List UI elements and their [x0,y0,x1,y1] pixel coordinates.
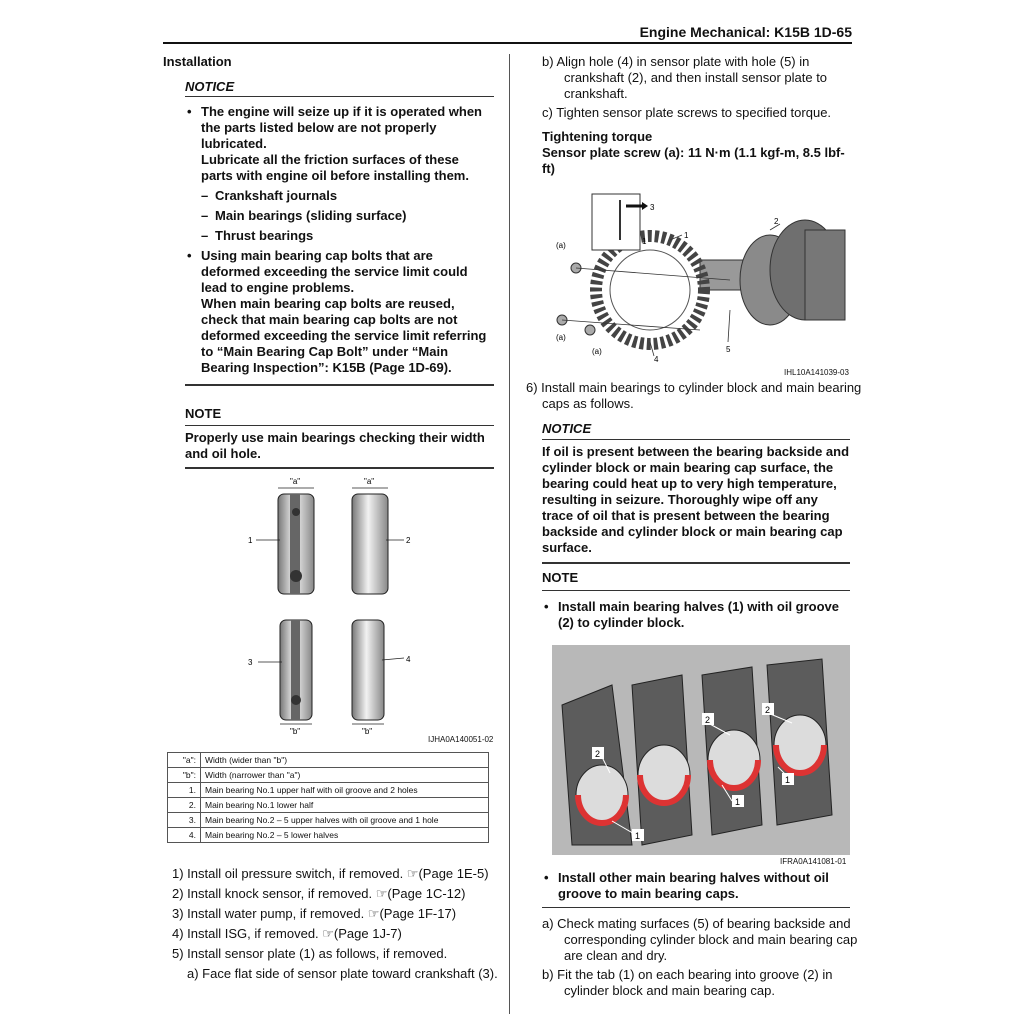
label-4: 4 [406,655,411,664]
bearing-1-drawing [278,494,314,594]
fig2-label-2: 2 [774,217,779,226]
label-b-1: "b" [290,727,301,736]
notice-dash-item: – Crankshaft journals [185,188,494,204]
legend-table [167,752,489,843]
header-rule [163,42,852,44]
legend-key: "b": [168,768,201,783]
note-bullet: • Install main bearing halves (1) with oil groove (2) to cylinder block. [542,599,850,631]
fig2-caption: IHL10A141039-03 [784,368,849,377]
bearing-2-drawing [352,494,388,594]
legend-row [168,783,489,798]
left-column [163,54,495,70]
step-item: 4) Install ISG, if removed. ☞(Page 1J-7) [172,926,402,941]
note-label: NOTE [185,406,222,421]
bearing-4-drawing [352,620,384,720]
substep-fit-tab: b) Fit the tab (1) on each bearing into groove (2) in cylinder block and main bearing cap. [542,967,833,998]
fig3-label-1: 1 [785,775,791,785]
label-1: 1 [248,536,253,545]
fig3-label-1: 1 [635,831,641,841]
section-title: Installation [163,54,232,69]
fig3-label-2: 2 [765,705,771,715]
notice-rule-bottom [542,562,850,564]
sensor-detail-inset [592,194,648,250]
substep-a: a) Face flat side of sensor plate toward crankshaft (3). [187,966,498,981]
fig3-label-1: 1 [735,797,741,807]
legend-key: 3. [168,813,201,828]
fig2-label-a-1: (a) [556,241,566,250]
column-divider [509,54,510,1014]
torque-title: Tightening torque [542,129,653,144]
notice-bullet2b-text: When main bearing cap bolts are reused, check that main bearing cap bolts are not deformed exceeding the service limit referring to “Main Bearing Cap Bolt” under “Main Bearing Inspection”: K15B (Page 1D-69). [201,296,487,375]
substep-b: b) Align hole (4) in sensor plate with hole (5) in crankshaft (2), and then install sensor plate to crankshaft. [542,54,828,101]
crankshaft-drawing [700,220,845,325]
legend-text: Main bearing No.1 lower half [201,798,489,813]
notice-text: If oil is present between the bearing backside and cylinder block or main bearing cap surface, the bearing could heat up to very high temperature, resulting in seizure. Thoroughly wipe off any trace of oil that is present between the bearing backside and cylinder block or main bearing cap surface. [542,444,850,555]
bullet-other-halves: • Install other main bearing halves without oil groove to main bearing caps. [542,870,864,902]
fig2-label-a-3: (a) [592,347,602,356]
fig2-label-1-inset: 1 [642,237,647,246]
label-a-1: "a" [290,477,301,486]
cylinder-block-figure [552,645,850,855]
notice-dash-item: – Main bearings (sliding surface) [185,208,494,224]
page-header-title: Engine Mechanical: K15B 1D-65 [639,24,852,40]
legend-key: 2. [168,798,201,813]
sensor-plate-drawing [596,236,704,344]
step-6: 6) Install main bearings to cylinder block and main bearing caps as follows. [526,380,862,411]
label-2: 2 [406,536,411,545]
note-rule-bottom [542,907,850,908]
note-text: Properly use main bearings checking their width and oil hole. [185,430,485,461]
fig3-label-2: 2 [595,749,601,759]
notice-bullet1-text: The engine will seize up if it is operated when the parts listed below are not properly lubricated. [201,104,482,151]
label-a-2: "a" [364,477,375,486]
sensor-plate-figure [550,190,850,368]
right-note-box [542,570,850,631]
notice-bullet [185,104,494,184]
note-label: NOTE [542,570,579,585]
step-item: 3) Install water pump, if removed. ☞(Page 1F-17) [172,906,457,921]
figure-caption: IJHA0A140051-02 [428,735,494,744]
legend-text: Main bearing No.2 – 5 upper halves with oil groove and 1 hole [201,813,489,828]
bearing-3-drawing [280,620,312,720]
fig3-caption: IFRA0A141081-01 [780,857,847,866]
label-3: 3 [248,658,253,667]
screw-drawings [557,263,595,335]
notice-bullet [185,248,494,376]
fig2-label-1: 1 [684,231,689,240]
legend-key: "a": [168,753,201,768]
legend-text: Width (narrower than "a") [201,768,489,783]
legend-text: Width (wider than "b") [201,753,489,768]
substep-c: c) Tighten sensor plate screws to specified torque. [542,105,832,120]
fig3-label-2: 2 [705,715,711,725]
notice-label: NOTICE [542,421,592,436]
notice-bullet1b-text: Lubricate all the friction surfaces of these parts with engine oil before installing them. [201,152,469,183]
bearing-figure [240,472,500,744]
legend-row [168,798,489,813]
fig2-label-5: 5 [726,345,731,354]
fig2-label-4: 4 [654,355,659,364]
note-rule-top [185,425,494,426]
fig2-label-a-2: (a) [556,333,566,342]
step-item: 5) Install sensor plate (1) as follows, if removed. [172,946,448,961]
step-item: 1) Install oil pressure switch, if removed. ☞(Page 1E-5) [172,866,489,881]
legend-row [168,828,489,843]
notice-dash-item: – Thrust bearings [185,228,494,244]
legend-text: Main bearing No.2 – 5 lower halves [201,828,489,843]
legend-row [168,768,489,783]
notice-label: NOTICE [185,79,235,94]
fig2-label-3: 3 [650,203,655,212]
left-note-box [185,406,494,469]
note-rule-bottom [185,467,494,469]
right-notice-box [542,421,850,564]
notice-rule-top [185,96,494,97]
legend-row [168,753,489,768]
legend-row [168,813,489,828]
notice-rule-top [542,439,850,440]
legend-key: 4. [168,828,201,843]
notice-bullet2-text: Using main bearing cap bolts that are deformed exceeding the service limit could lead to engine problems. [201,248,468,295]
label-b-2: "b" [362,727,373,736]
note-rule-top [542,590,850,591]
left-notice-box [185,79,494,386]
substep-check-surfaces: a) Check mating surfaces (5) of bearing backside and corresponding cylinder block and main bearing cap are clean and dry. [542,916,858,963]
torque-value: Sensor plate screw (a): 11 N·m (1.1 kgf-m, 8.5 lbf-ft) [542,145,845,176]
legend-text: Main bearing No.1 upper half with oil groove and 2 holes [201,783,489,798]
notice-rule-bottom [185,384,494,386]
legend-key: 1. [168,783,201,798]
step-item: 2) Install knock sensor, if removed. ☞(Page 1C-12) [172,886,466,901]
